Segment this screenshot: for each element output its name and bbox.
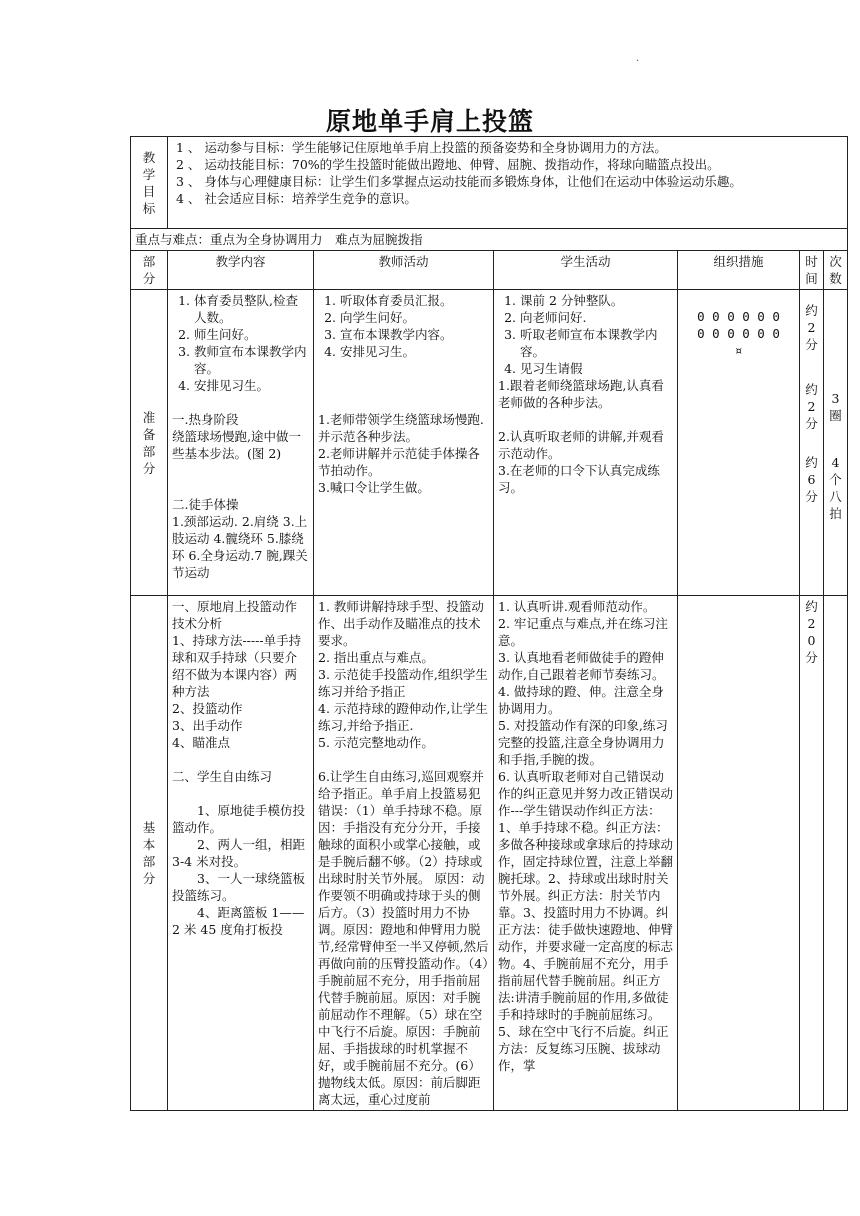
teacher-errors: 6.让学生自由练习,巡回观察并给予指正。单手肩上投篮易犯错误：（1）单手持球不稳。原因：手指没有充分分开，手接触球的面积小或掌心接触，或是手腕后翻不够。（2）持球或出球时肘关节外展。 原因：动作要领不明确或持球于头的侧后方。（3）投篮时用力不协调。原因：蹬地和伸臂用力脱节,经常臂伸至一半又停顿,然后再做向前的压臂投篮动作。（4）手腕前屈不充分，用手指前屈代替手腕前屈。原因：对手腕前屈动作不理解。（5）球在空中飞行不后旋。原因：手腕前屈、手指拔球的时机掌握不好，或手腕前屈不充分。(6）抛物线太低。原因：前后脚距离太远，重心过度前 bbox=[318, 769, 489, 1107]
header-student: 学生活动 bbox=[494, 251, 678, 290]
student-note: 1.跟着老师绕篮球场跑,认真看老师做的各种步法。 bbox=[498, 378, 664, 410]
teacher-item: 3. 示范徒手投篮动作,组织学生练习并给予指正 bbox=[318, 667, 488, 699]
header-teacher: 教师活动 bbox=[314, 251, 494, 290]
prep-content bbox=[168, 290, 314, 596]
header-organization: 组织措施 bbox=[678, 251, 800, 290]
practice-item: 3、一人一球绕篮板投篮练习。 bbox=[172, 871, 305, 903]
teacher-note: 2.老师讲解并示范徒手体操各节拍动作。 bbox=[318, 446, 480, 478]
formation-row: 0 0 0 0 0 0 bbox=[697, 309, 780, 324]
formation-diagram bbox=[678, 290, 800, 596]
lesson-plan-table bbox=[130, 136, 848, 1111]
basic-content bbox=[168, 596, 314, 1111]
prep-student bbox=[494, 290, 678, 596]
objective-item: 4 、 社会适应目标：培养学生竞争的意识。 bbox=[176, 191, 417, 206]
header-count: 次 数 bbox=[824, 251, 848, 290]
objectives-row bbox=[131, 137, 848, 229]
content-item: 2、投篮动作 bbox=[172, 701, 243, 716]
teacher-note: 3.喊口令让学生做。 bbox=[318, 480, 430, 495]
basic-teacher bbox=[314, 596, 494, 1111]
drill-text: 1.颈部运动. 2.肩绕 3.上肢运动 4.髋绕环 5.膝绕环 6.全身运动.7 腕,踝关节运动 bbox=[172, 514, 308, 580]
list-item: 2. 向老师问好. bbox=[520, 309, 673, 326]
practice-item: 4、距离篮板 1——2 米 45 度角打板投 bbox=[172, 905, 305, 937]
formation-row: 0 0 0 0 0 0 bbox=[697, 326, 780, 341]
header-content: 教学内容 bbox=[168, 251, 314, 290]
teacher-note: 1.老师带领学生绕篮球场慢跑.并示范各种步法。 bbox=[318, 412, 484, 444]
warmup-text: 绕篮球场慢跑,途中做一些基本步法。(图 2) bbox=[172, 429, 301, 461]
header-section: 部 分 bbox=[131, 251, 168, 290]
content-title: 一、原地肩上投篮动作技术分析 bbox=[172, 599, 298, 631]
prep-time: 约 2 分 约 2 分 约 6 分 bbox=[800, 290, 824, 596]
student-note: 3.在老师的口令下认真完成练习。 bbox=[498, 463, 660, 495]
student-item: 5. 对投篮动作有深的印象,练习完整的投篮,注意全身协调用力和手指,手腕的拨。 bbox=[498, 718, 668, 767]
page-title: 原地单手肩上投篮 bbox=[325, 107, 534, 136]
objective-item: 1 、 运动参与目标：学生能够记住原地单手肩上投篮的预备姿势和全身协调用力的方法。 bbox=[176, 140, 667, 155]
warmup-title: 一.热身阶段 bbox=[172, 412, 239, 427]
student-item: 1. 认真听讲.观看师范动作。 bbox=[498, 599, 656, 614]
prep-count: 3 圈 4 个 八 拍 bbox=[824, 290, 848, 596]
list-item: 3. 听取老师宣布本课教学内容。 bbox=[520, 326, 673, 360]
student-note: 2.认真听取老师的讲解,并观看示范动作。 bbox=[498, 429, 664, 461]
list-item: 4. 安排见习生。 bbox=[194, 377, 309, 394]
list-item: 1. 体育委员整队,检查人数。 bbox=[194, 292, 309, 326]
basic-count bbox=[824, 596, 848, 1111]
student-corrections: 6. 认真听取老师对自己错误动作的纠正意见并努力改正错误动作---学生错误动作纠正方法：1、单手持球不稳。纠正方法：多做各种接球或拿球后的持球动作，固定持球位置，注意上举翻腕托球。2、持球或出球时肘关节外展。纠正方法：肘关节内靠。3、投篮时用力不协调。纠正方法：徒手做快速蹬地、伸臂动作，并要求碰一定高度的标志物。4、手腕前屈不充分，用手指前屈代替手腕前屈。纠正方法:讲清手腕前屈的作用,多做徒手和持球时的手腕前屈练习。5、球在空中飞行不后旋。纠正方法：反复练习压腕、拔球动作，掌 bbox=[498, 769, 674, 1073]
objectives-label: 教 学 目 标 bbox=[131, 137, 168, 229]
student-item: 2. 牢记重点与难点,并在练习注意。 bbox=[498, 616, 668, 648]
basic-organization bbox=[678, 596, 800, 1111]
objectives-list bbox=[168, 137, 848, 229]
practice-item: 2、两人一组，相距 3-4 米对投。 bbox=[172, 837, 305, 869]
practice-item: 1、原地徒手模仿投篮动作。 bbox=[172, 803, 305, 835]
teacher-item: 1. 教师讲解持球手型、投篮动作、出手动作及瞄准点的技术要求。 bbox=[318, 599, 484, 648]
prep-teacher bbox=[314, 290, 494, 596]
key-points-row bbox=[131, 229, 848, 251]
drill-title: 二.徒手体操 bbox=[172, 497, 239, 512]
content-item: 1、持球方法-----单手持球和双手持球（只要介绍不做为本课内容）两种方法 bbox=[172, 633, 302, 699]
basic-row bbox=[131, 596, 848, 1111]
basic-student bbox=[494, 596, 678, 1111]
teacher-item: 5. 示范完整地动作。 bbox=[318, 735, 434, 750]
header-time: 时 间 bbox=[800, 251, 824, 290]
content-item: 4、瞄准点 bbox=[172, 735, 230, 750]
list-item: 1. 课前 2 分钟整队。 bbox=[520, 292, 673, 309]
objective-item: 2 、 运动技能目标：70%的学生投篮时能做出蹬地、伸臂、屈腕、拨指动作，将球向瞄篮点投出。 bbox=[176, 157, 720, 172]
corner-mark: · bbox=[636, 56, 640, 67]
key-points: 重点与难点：重点为全身协调用力 难点为屈腕拨指 bbox=[131, 229, 848, 251]
basic-time: 约 2 0 分 bbox=[800, 596, 824, 1111]
teacher-item: 4. 示范持球的蹬伸动作,让学生练习,并给予指正. bbox=[318, 701, 488, 733]
header-row bbox=[131, 251, 848, 290]
list-item: 3. 宣布本课教学内容。 bbox=[340, 326, 489, 343]
prep-label: 准 备 部 分 bbox=[131, 290, 168, 596]
student-item: 4. 做持球的蹬、伸。注意全身协调用力。 bbox=[498, 684, 664, 716]
teacher-item: 2. 指出重点与难点。 bbox=[318, 650, 434, 665]
list-item: 2. 师生问好。 bbox=[194, 326, 309, 343]
content-item: 3、出手动作 bbox=[172, 718, 243, 733]
list-item: 4. 安排见习生。 bbox=[340, 343, 489, 360]
list-item: 3. 教师宣布本课教学内容。 bbox=[194, 343, 309, 377]
list-item: 4. 见习生请假 bbox=[520, 360, 673, 377]
student-item: 3. 认真地看老师做徒手的蹬伸动作,自己跟着老师节奏练习。 bbox=[498, 650, 665, 682]
list-item: 1. 听取体育委员汇报。 bbox=[340, 292, 489, 309]
basic-label: 基 本 部 分 bbox=[131, 596, 168, 1111]
list-item: 2. 向学生问好。 bbox=[340, 309, 489, 326]
prep-row bbox=[131, 290, 848, 596]
teacher-position-icon: ¤ bbox=[734, 343, 743, 358]
objective-item: 3 、 身体与心理健康目标：让学生们多掌握点运动技能而多锻炼身体，让他们在运动中体验运动乐趣。 bbox=[176, 174, 742, 189]
practice-title: 二、学生自由练习 bbox=[172, 769, 273, 784]
